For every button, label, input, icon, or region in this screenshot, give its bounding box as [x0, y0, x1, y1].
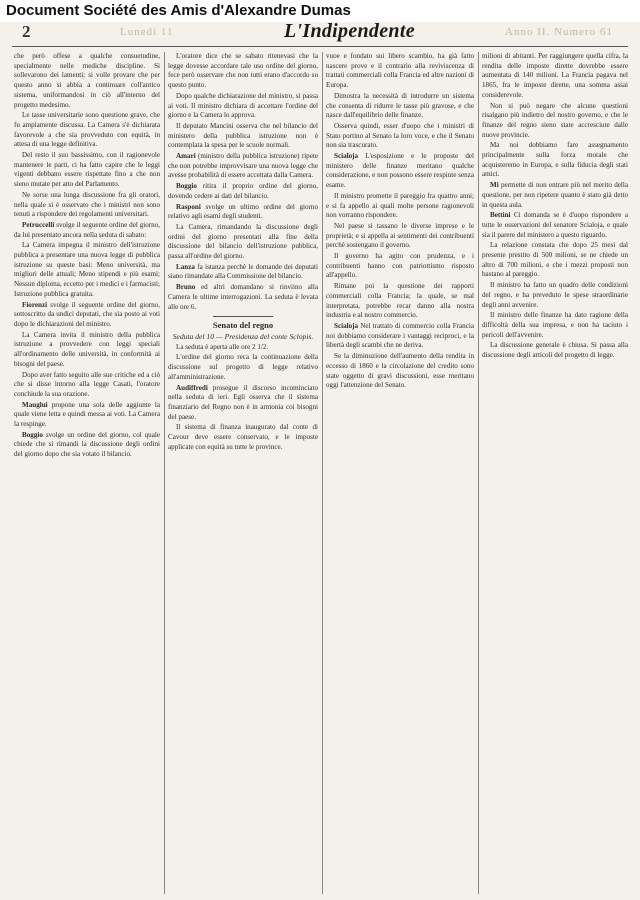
column-divider: [164, 52, 165, 894]
column-divider: [478, 52, 479, 894]
newspaper-masthead: L'Indipendente: [284, 20, 415, 42]
paragraph: Rimane poi la questione dei rapporti commerciali colla Francia; la quale, se mal interpretata, potrebbe recar danno alla nostra industria e al nostro commercio.: [326, 282, 474, 320]
paragraph: La Camera invita il ministro della pubblica istruzione a provvedere con leggi speciali all'ordinamento delle università, in conformità ai bisogni del paese.: [14, 330, 160, 368]
paragraph: La Camera impegna il ministro dell'istruzione pubblica a presentare una nuova legge di pubblica istruzione su queste basi: Meno università, ma migliori delle attuali; Meno stipendi e più esami; Nessun diploma, eccetto per i medici e i farmacisti; Istruzione pubblica gratuita.: [14, 241, 160, 298]
document-title: Document Société des Amis d'Alexandre Dumas: [6, 2, 351, 19]
paragraph: vuoe e fondato sui libero scambio, ha già fatto nascere prove e il contrario alla reviviscenza di trattati commerciali colla Francia ed altre nazioni di Europa.: [326, 52, 474, 90]
paragraph: La seduta è aperta alle ore 2 1/2.: [176, 342, 269, 351]
paragraph: Le tasse universitarie sono questione grave, che fu ampiamente discussa. La Camera s'è dichiarata favorevole a che sia provveduto con equità, in attesa di una legge definitiva.: [14, 111, 160, 149]
paragraph: Del resto il suo bassissimo, con il ragionevole mantenere le parti, ci ha fatto capire che le leggi vigenti debbano essere rispettate fino a che non sieno mutate per atto del Parlamento.: [14, 151, 160, 189]
paragraph: Dopo aver fatto seguito alle sue critiche ed a ciò che si disse intorno alla legge Casati, l'oratore conchiude la sua orazione.: [14, 370, 160, 398]
paragraph: La discussione generale è chiusa. Si passa alla discussione degli articoli del progetto di legge.: [482, 341, 628, 360]
paragraph: Ci domanda se è d'uopo rispondere a tutte le osservazioni del senatore Scialoja, e quale sia il parere del ministero a questo riguardo.: [482, 211, 628, 239]
paragraph: L'oratore dice che se sabato ritenevasi che la legge dovesse accordare tale uso ordine del giorno, fece però osservare che non tutti erano d'accordo su questo punto.: [168, 52, 318, 90]
paragraph: Dopo qualche dichiarazione del ministro, si passa ai voti. Il ministro dichiara di accettare l'ordine del giorno e la Camera lo approva.: [168, 91, 318, 120]
paragraph: Osserva quindi, esser d'uopo che i ministri di Stato portino al Senato la loro voce, e che il Senato non sia trascurato.: [326, 121, 474, 150]
paragraph: ed altri domandano si rinviino alla Camera le ultime interrogazioni. La seduta è levata alle ore 6.: [168, 283, 318, 311]
speaker-name: Fiorenzi: [22, 300, 48, 309]
article-column-4: [482, 52, 628, 894]
paragraph: fa istanza perchè le domande dei deputati siano rimandate alla Commissione del bilancio.: [168, 262, 318, 281]
speaker-name: Audiffredi: [176, 383, 208, 392]
speaker-name: Bruno: [176, 283, 196, 292]
speaker-name: Petruccelli: [22, 220, 55, 229]
speaker-name: Scialoja: [334, 321, 359, 330]
paragraph: (ministro della pubblica istruzione) ripete che non potrebbe improvvisare una nuova legge che avesse probabilità di essere accettata dalla Camera.: [168, 152, 318, 180]
paragraph: svolge un ultimo ordine del giorno relativo agli esami degli studenti.: [168, 202, 318, 221]
paragraph: Il ministro delle finanze ha dato ragione della difficoltà della sua impresa, e non ha taciuto i pericoli dell'avvenire.: [482, 311, 628, 339]
ghost-issue-text: Anno II. Numero 61: [505, 26, 613, 38]
paragraph: Nel trattato di commercio colla Francia noi dobbiamo considerare i vantaggi reciproci, e la libertà degli scambi che ne deriva.: [326, 321, 474, 350]
paragraph: che però offese a qualche consuetudine, specialmente nelle mediche discipline. Si sollevarono dei lamenti; si volle provare che per questo anno si abbia a continuare coll'antico sistema, uniformandosi in ciò all'interno del progetto medesimo.: [14, 52, 160, 109]
paragraph: Il ministro ha fatto un quadro delle condizioni del regno, e ha preveduto le spese straordinarie degli anni avvenire.: [482, 281, 628, 309]
paragraph: Ma noi dobbiamo fare assegnamento principalmente sulla forza morale che acquisteremo in Europa, e sulla fiducia degli stati amici.: [482, 141, 628, 179]
masthead-rule: [12, 46, 628, 47]
paragraph: svolge un ordine del giorno, col quale chiede che si rimandi la discussione degli ordini del giorno dopo che sia votato il bilancio.: [14, 430, 160, 459]
paragraph: Il governo ha agito con prudenza, e i contribuenti hanno con patriottismo risposto all'appello.: [326, 252, 474, 280]
paragraph: Il sistema di finanza inaugurato dal conte di Cavour deve essere conservato, e le imposte applicate con equità su tutte le province.: [168, 423, 318, 451]
paragraph: svolge il seguente ordine del giorno, sottoscritto da undici deputati, che sia posto ai voti dopo le dichiarazioni del ministro.: [14, 300, 160, 328]
section-heading: Senato del regno: [212, 320, 274, 331]
paragraph: svolge il seguente ordine del giorno, da lui presentato ancora nella seduta di sabato:: [14, 220, 160, 239]
speaker-name: Boggio: [176, 182, 197, 191]
paragraph: La Camera, rimandando la discussione degli ordini del giorno presentati alla fine della discussione del bilancio dell'istruzione pubblica, passa all'ordine del giorno.: [168, 222, 318, 261]
speaker-name: Scialoja: [334, 152, 359, 161]
paragraph: La relazione constata che dopo 25 mesi dal presente prestito di 500 milioni, se ne chiede un altro di 700 milioni, e che i mezzi proposti non bastano al pareggio.: [482, 241, 628, 279]
paragraph: Se la diminuzione dell'aumento della rendita in eccesso di 1860 e la circolazione del credito sono state oggetto di gravi discussioni, esse meritano oggi l'attenzione del Senato.: [326, 352, 474, 390]
section-divider: [213, 316, 273, 317]
article-column-2: [168, 52, 318, 894]
section-subheading: Seduta del 10 — Presidenza del conte Sclopis.: [172, 331, 314, 341]
speaker-name: Boggio: [22, 430, 43, 439]
paragraph: propone una sola delle aggiunte la quale viene letta e quindi messa ai voti. La Camera la respinge.: [14, 400, 160, 429]
document-header-bar: [0, 0, 640, 22]
paragraph: Il deputato Mancini osserva che nel bilancio del ministero della pubblica istruzione non è contemplata la spesa per le scuole normali.: [168, 121, 318, 150]
paragraph: prosegue il discorso incominciato nella seduta di ieri. Egli osserva che il sistema finanziario del Regno non è in armonia coi bisogni del paese.: [168, 383, 318, 421]
speaker-name: Rasponi: [176, 202, 201, 211]
column-divider: [322, 52, 323, 894]
article-column-1: [14, 52, 160, 894]
paragraph: ritira il proprio ordine del giorno, dovendo cedere ai dati del bilancio.: [168, 182, 318, 200]
page-number: 2: [22, 22, 31, 41]
speaker-name: Lanza: [176, 262, 195, 271]
paragraph: Ne sorse una lunga discussione fra gli oratori, nella quale si è osservato che i ministri non sono tenuti a rispondere dei regolamenti universitari.: [14, 190, 160, 219]
paragraph: L'esposizione e le proposte del ministero delle finanze meritano qualche considerazione, e non possono essere respinte senza esame.: [326, 152, 474, 190]
article-column-3: [326, 52, 474, 894]
paragraph: Nel paese si tassano le diverse imprese e le proprietà; e si appella ai sentimenti dei contribuenti perchè sostengano il governo.: [326, 221, 474, 250]
speaker-name: Amari: [176, 152, 196, 161]
paragraph: L'ordine del giorno reca la continuazione della discussione sul progetto di legge relativo all'amministrazione.: [168, 353, 318, 381]
paragraph: Dimostra la necessità di introdurre un sistema che consenta di ridurre le tasse più gravose, e che nasce dall'equilibrio delle finanze.: [326, 91, 474, 120]
paragraph: milioni di abitanti. Per raggiungere quella cifra, la rendita delle imposte dirette dovrebbe essere aumentata di 140 milioni. La Francia pagava nel 1865, fra le imposte dirette, una somma assai considerevole.: [482, 52, 628, 99]
paragraph: permette di non entrare più nel merito della questione, per non ripetere quanto è stato già detto in questa aula.: [482, 181, 628, 209]
speaker-name: Mi: [490, 181, 499, 190]
paragraph: Non si può negare che alcune questioni risalgano più indietro del nostro governo, e che le finanze del regno sieno state accresciute dalle nuove provincie.: [482, 101, 628, 139]
paragraph: Il ministro promette il pareggio fra quattro anni; e si fa appello ai quali molte persone ragionevoli non vorranno rispondere.: [326, 191, 474, 220]
speaker-name: Bettini: [490, 211, 511, 220]
ghost-date-text: Lunedì 11: [120, 26, 174, 38]
speaker-name: Mauglui: [22, 400, 48, 409]
